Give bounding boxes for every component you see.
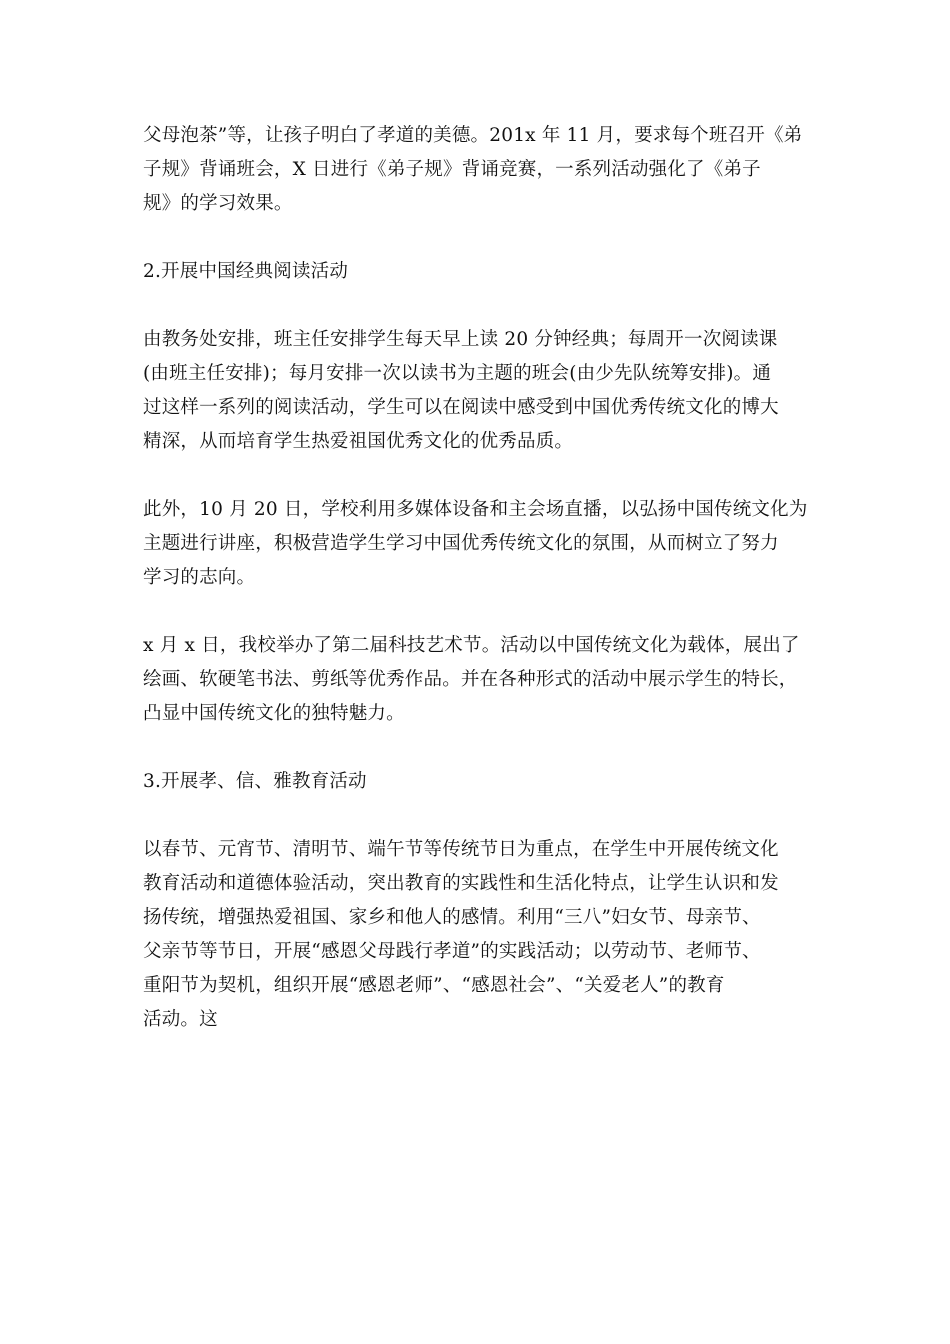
- paragraph-traditional-festivals: [143, 833, 808, 1037]
- section-heading: 2.开展中国经典阅读活动: [143, 261, 349, 282]
- paragraph-line: 学习的志向。: [143, 567, 256, 588]
- paragraph-line: 此外，10 月 20 日，学校利用多媒体设备和主会场直播，以弘扬中国传统文化为: [143, 499, 808, 520]
- section-heading-filial-education: [143, 765, 808, 799]
- paragraph-line: 重阳节为契机，组织开展“感恩老师”、“感恩社会”、“关爱老人”的教育: [143, 975, 725, 996]
- paragraph-line: 子规》背诵班会，X 日进行《弟子规》背诵竞赛，一系列活动强化了《弟子: [143, 159, 761, 180]
- section-heading: 3.开展孝、信、雅教育活动: [143, 771, 367, 792]
- document-body: [143, 119, 808, 1071]
- paragraph-line: 父母泡茶”等，让孩子明白了孝道的美德。201x 年 11 月，要求每个班召开《弟: [143, 125, 803, 146]
- paragraph-line: 扬传统，增强热爱祖国、家乡和他人的感情。利用“三八”妇女节、母亲节、: [143, 907, 761, 928]
- paragraph-line: 精深，从而培育学生热爱祖国优秀文化的优秀品质。: [143, 431, 574, 452]
- paragraph-line: 由教务处安排，班主任安排学生每天早上读 20 分钟经典；每周开一次阅读课: [143, 329, 778, 350]
- paragraph-line: 凸显中国传统文化的独特魅力。: [143, 703, 405, 724]
- paragraph-line: 主题进行讲座，积极营造学生学习中国优秀传统文化的氛围，从而树立了努力: [143, 533, 779, 554]
- paragraph-line: (由班主任安排)；每月安排一次以读书为主题的班会(由少先队统筹安排)。通: [143, 363, 772, 384]
- paragraph-line: 过这样一系列的阅读活动，学生可以在阅读中感受到中国优秀传统文化的博大: [143, 397, 779, 418]
- paragraph-line: x 月 x 日，我校举办了第二届科技艺术节。活动以中国传统文化为载体，展出了: [143, 635, 800, 656]
- paragraph-line: 活动。这: [143, 1009, 218, 1030]
- paragraph-lecture: [143, 493, 808, 595]
- paragraph-line: 以春节、元宵节、清明节、端午节等传统节日为重点，在学生中开展传统文化: [143, 839, 779, 860]
- paragraph-line: 绘画、软硬笔书法、剪纸等优秀作品。并在各种形式的活动中展示学生的特长，: [143, 669, 798, 690]
- paragraph-art-festival: [143, 629, 808, 731]
- paragraph-reading-schedule: [143, 323, 808, 459]
- paragraph-line: 教育活动和道德体验活动，突出教育的实践性和生活化特点，让学生认识和发: [143, 873, 779, 894]
- paragraph-dizigui-activities: [143, 119, 808, 221]
- paragraph-line: 规》的学习效果。: [143, 193, 293, 214]
- paragraph-line: 父亲节等节日，开展“感恩父母践行孝道”的实践活动；以劳动节、老师节、: [143, 941, 761, 962]
- section-heading-classic-reading: [143, 255, 808, 289]
